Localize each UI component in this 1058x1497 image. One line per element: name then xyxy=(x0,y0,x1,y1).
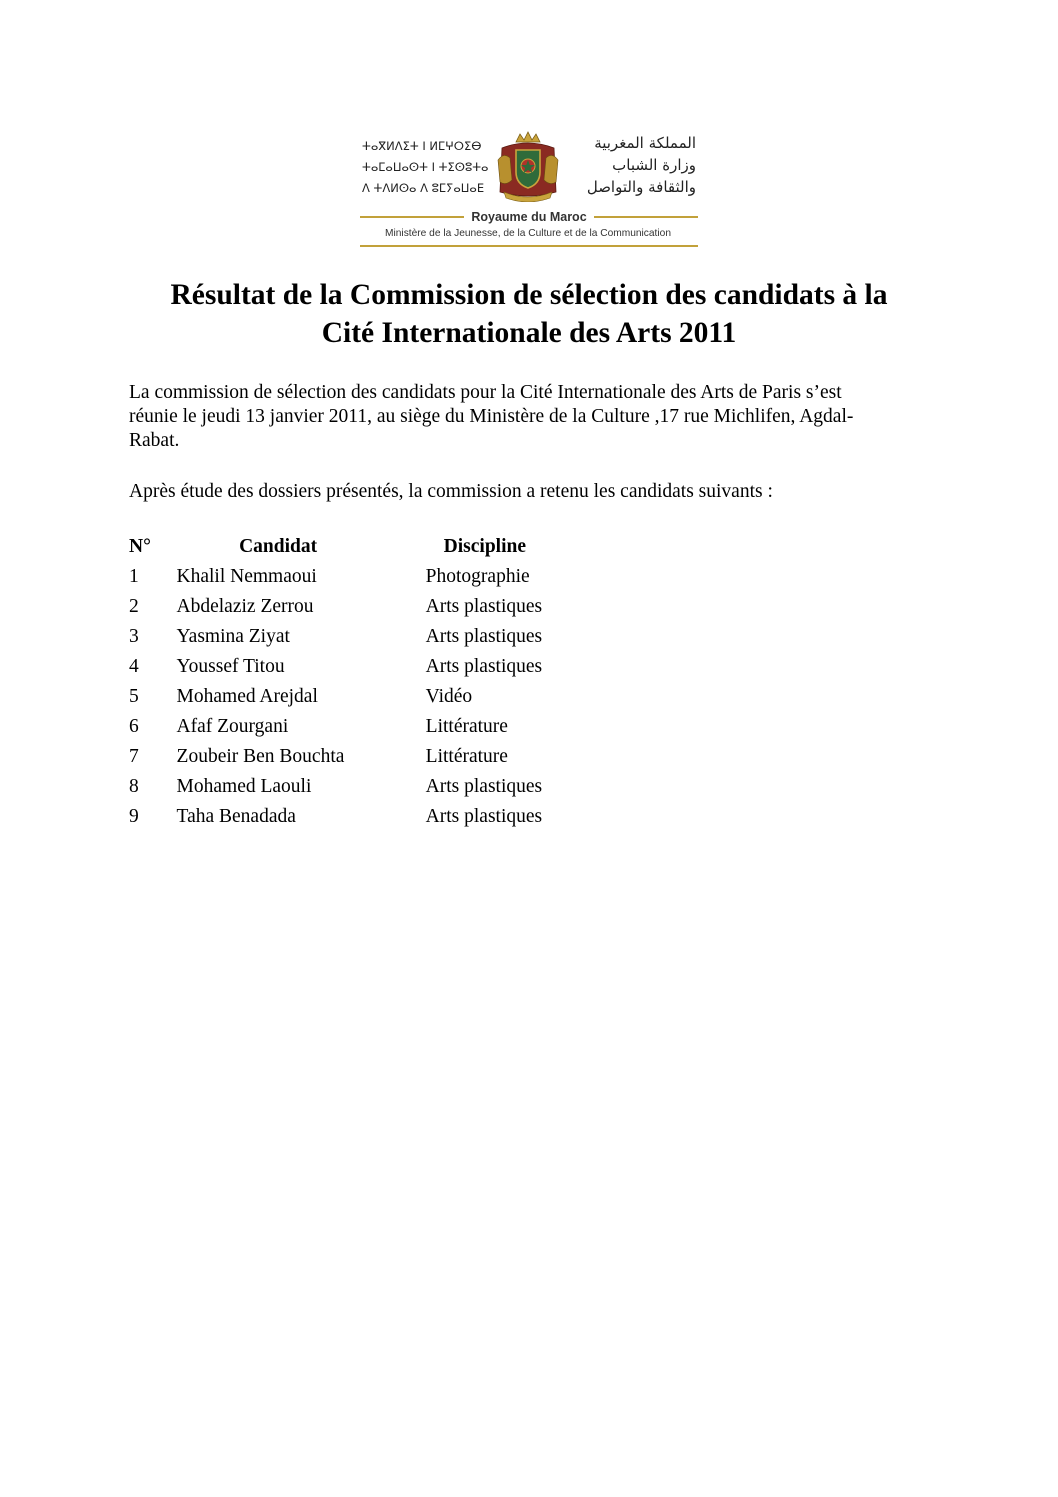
document-title xyxy=(100,276,958,352)
row-candidate: Youssef Titou xyxy=(176,656,285,677)
arabic-line: المملكة المغربية xyxy=(594,134,696,152)
row-discipline: Vidéo xyxy=(425,686,473,707)
coat-of-arms-icon xyxy=(494,130,562,202)
row-number: 4 xyxy=(129,656,139,677)
header-candidate: Candidat xyxy=(239,536,318,557)
row-discipline: Littérature xyxy=(425,746,508,767)
row-number: 7 xyxy=(129,746,139,767)
intro-paragraph xyxy=(129,381,929,453)
candidates-table xyxy=(129,532,629,832)
kingdom-name: Royaume du Maroc xyxy=(471,210,587,224)
row-candidate: Mohamed Laouli xyxy=(176,776,312,797)
title-line: Résultat de la Commission de sélection des candidats à la xyxy=(170,279,888,311)
row-candidate: Zoubeir Ben Bouchta xyxy=(176,746,345,767)
row-candidate: Yasmina Ziyat xyxy=(176,626,290,647)
table-row xyxy=(129,742,629,772)
row-candidate: Khalil Nemmaoui xyxy=(176,566,317,587)
row-discipline: Arts plastiques xyxy=(425,596,543,617)
kingdom-row xyxy=(360,208,698,226)
row-number: 6 xyxy=(129,716,139,737)
tifinagh-ministry-name xyxy=(362,136,494,199)
intro-line: Rabat. xyxy=(129,430,180,451)
ministry-name: Ministère de la Jeunesse, de la Culture et de la Communication xyxy=(385,228,671,239)
lead-paragraph xyxy=(129,480,929,504)
row-candidate: Taha Benadada xyxy=(176,806,296,827)
row-candidate: Afaf Zourgani xyxy=(176,716,289,737)
header-discipline: Discipline xyxy=(443,536,527,557)
tifinagh-line: ⵜⴰⵎⴰⵡⴰⵙⵜ ⵏ ⵜⵉⵙⵓⵜⴰ xyxy=(362,160,489,174)
row-discipline: Arts plastiques xyxy=(425,776,543,797)
row-number: 1 xyxy=(129,566,139,587)
table-row xyxy=(129,622,629,652)
divider xyxy=(360,216,464,218)
table-row xyxy=(129,802,629,832)
tifinagh-line: ⵜⴰⴳⵍⴷⵉⵜ ⵏ ⵍⵎⵖⵔⵉⴱ xyxy=(362,139,482,153)
row-number: 2 xyxy=(129,596,139,617)
arabic-ministry-name xyxy=(570,132,696,198)
table-row xyxy=(129,772,629,802)
table-row xyxy=(129,682,629,712)
row-discipline: Photographie xyxy=(425,566,530,587)
row-discipline: Arts plastiques xyxy=(425,626,543,647)
row-candidate: Mohamed Arejdal xyxy=(176,686,318,707)
table-header-row xyxy=(129,532,629,562)
arabic-line: والثقافة والتواصل xyxy=(586,178,696,196)
letterhead xyxy=(356,128,700,254)
table-row xyxy=(129,562,629,592)
row-number: 5 xyxy=(129,686,139,707)
table-row xyxy=(129,652,629,682)
tifinagh-line: ⴷ ⵜⴷⵍⵙⴰ ⴷ ⵓⵎⵢⴰⵡⴰⴹ xyxy=(362,181,485,195)
arabic-line: وزارة الشباب xyxy=(612,156,696,174)
row-number: 8 xyxy=(129,776,139,797)
table-row xyxy=(129,592,629,622)
row-number: 9 xyxy=(129,806,139,827)
header-number: N° xyxy=(129,536,151,557)
divider xyxy=(360,245,698,247)
row-number: 3 xyxy=(129,626,139,647)
table-row xyxy=(129,712,629,742)
divider xyxy=(594,216,698,218)
row-candidate: Abdelaziz Zerrou xyxy=(176,596,314,617)
title-line: Cité Internationale des Arts 2011 xyxy=(321,317,737,349)
row-discipline: Littérature xyxy=(425,716,508,737)
intro-line: réunie le jeudi 13 janvier 2011, au siège du Ministère de la Culture ,17 rue Michlifen, Agdal- xyxy=(129,406,854,427)
lead-line: Après étude des dossiers présentés, la commission a retenu les candidats suivants : xyxy=(129,481,773,502)
intro-line: La commission de sélection des candidats pour la Cité Internationale des Arts de Paris s’est xyxy=(129,382,842,403)
row-discipline: Arts plastiques xyxy=(425,656,543,677)
row-discipline: Arts plastiques xyxy=(425,806,543,827)
